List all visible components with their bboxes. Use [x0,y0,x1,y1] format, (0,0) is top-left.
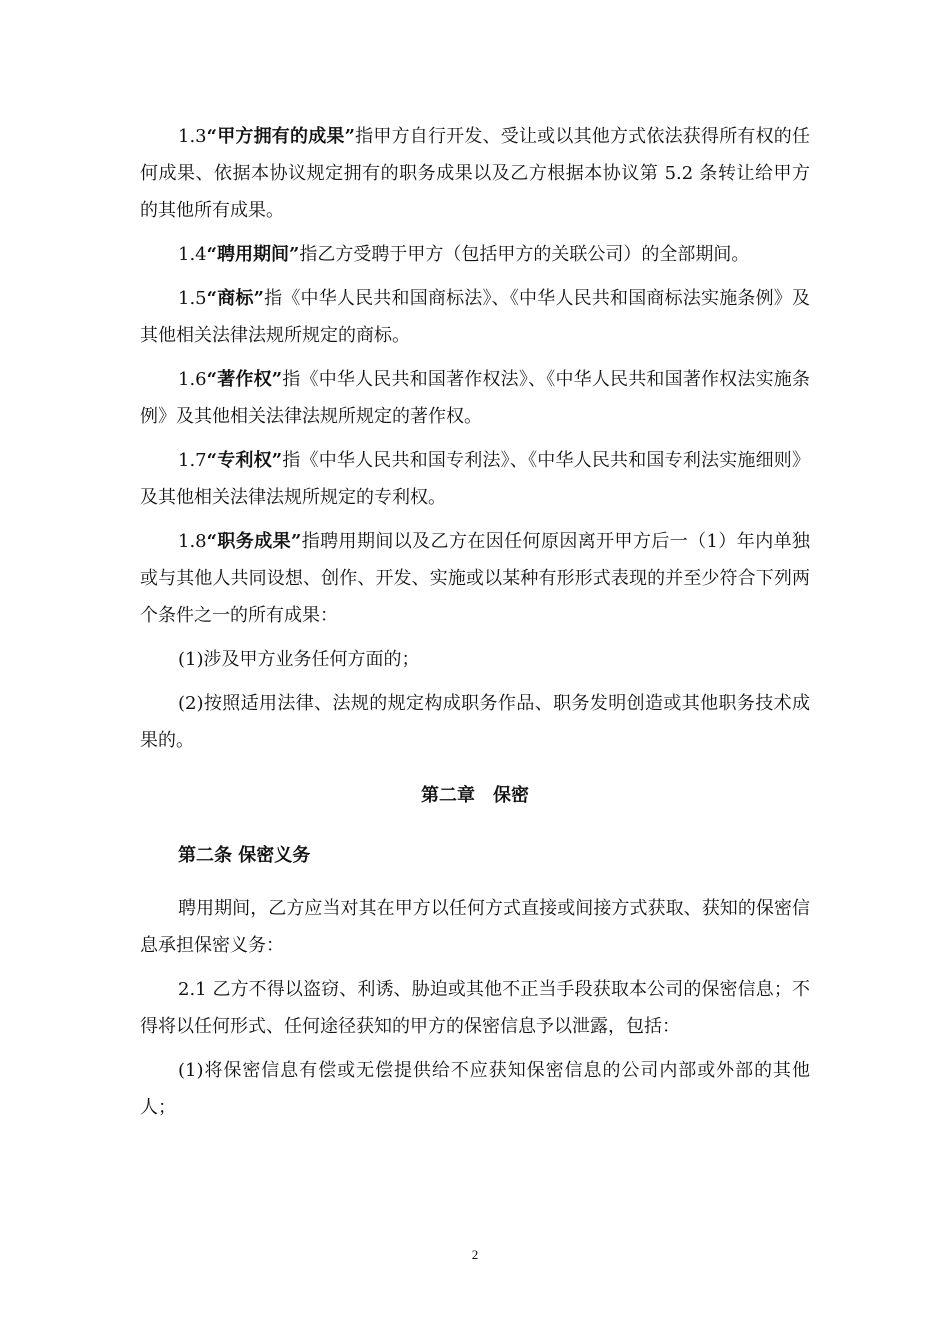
definition-text: 指《中华人民共和国专利法》、《中华人民共和国专利法实施细则》及其他相关法律法规所规定的专利权。 [140,450,810,508]
article-intro: 聘用期间，乙方应当对其在甲方以任何方式直接或间接方式获取、获知的保密信息承担保密义务： [140,898,810,956]
definition-number: 1.5 [178,288,207,309]
definition-number: 1.8 [178,531,207,552]
definition-term: “著作权” [206,369,283,390]
definition-1-4 [140,236,810,273]
definition-text: 指乙方受聘于甲方（包括甲方的关联公司）的全部期间。 [299,244,750,265]
definition-term: “聘用期间” [206,244,300,265]
definition-text: 指甲方自行开发、受让或以其他方式依法获得所有权的任何成果、依据本协议规定拥有的职务成果以及乙方根据本协议第 5.2 条转让给甲方的其他所有成果。 [140,126,810,221]
sub-item: (1)将保密信息有偿或无偿提供给不应获知保密信息的公司内部或外部的其他人； [140,1060,810,1118]
definition-number: 1.6 [178,369,207,390]
clause-2-1: 2.1 乙方不得以盗窃、利诱、胁迫或其他不正当手段获取本公司的保密信息；不得将以任何形式、任何途径获知的甲方的保密信息予以泄露，包括： [140,979,810,1037]
definition-number: 1.3 [178,126,207,147]
definition-term: “商标” [206,288,264,309]
definition-term: “专利权” [206,450,283,471]
condition-item: (1)涉及甲方业务任何方面的； [178,649,420,670]
definition-1-8 [140,523,810,634]
definition-text: 指聘用期间以及乙方在因任何原因离开甲方后一（1）年内单独或与其他人共同设想、创作、开发、实施或以某种有形形式表现的并至少符合下列两个条件之一的所有成果： [140,531,810,626]
article-heading: 第二条 保密义务 [178,845,311,866]
definition-1-5 [140,280,810,354]
definition-text: 指《中华人民共和国商标法》、《中华人民共和国商标法实施条例》及其他相关法律法规所规定的商标。 [140,288,810,346]
document-page [140,118,810,1133]
definition-1-6 [140,361,810,435]
chapter-heading: 第二章 保密 [421,785,529,806]
definition-term: “职务成果” [206,531,302,552]
definition-term: “甲方拥有的成果” [206,126,355,147]
condition-item: (2)按照适用法律、法规的规定构成职务作品、职务发明创造或其他职务技术成果的。 [140,693,810,751]
definition-number: 1.4 [178,244,207,265]
definition-text: 指《中华人民共和国著作权法》、《中华人民共和国著作权法实施条例》及其他相关法律法规所规定的著作权。 [140,369,810,427]
definition-1-7 [140,442,810,516]
definition-1-3 [140,118,810,229]
definition-number: 1.7 [178,450,207,471]
page-number: 2 [471,1247,479,1262]
